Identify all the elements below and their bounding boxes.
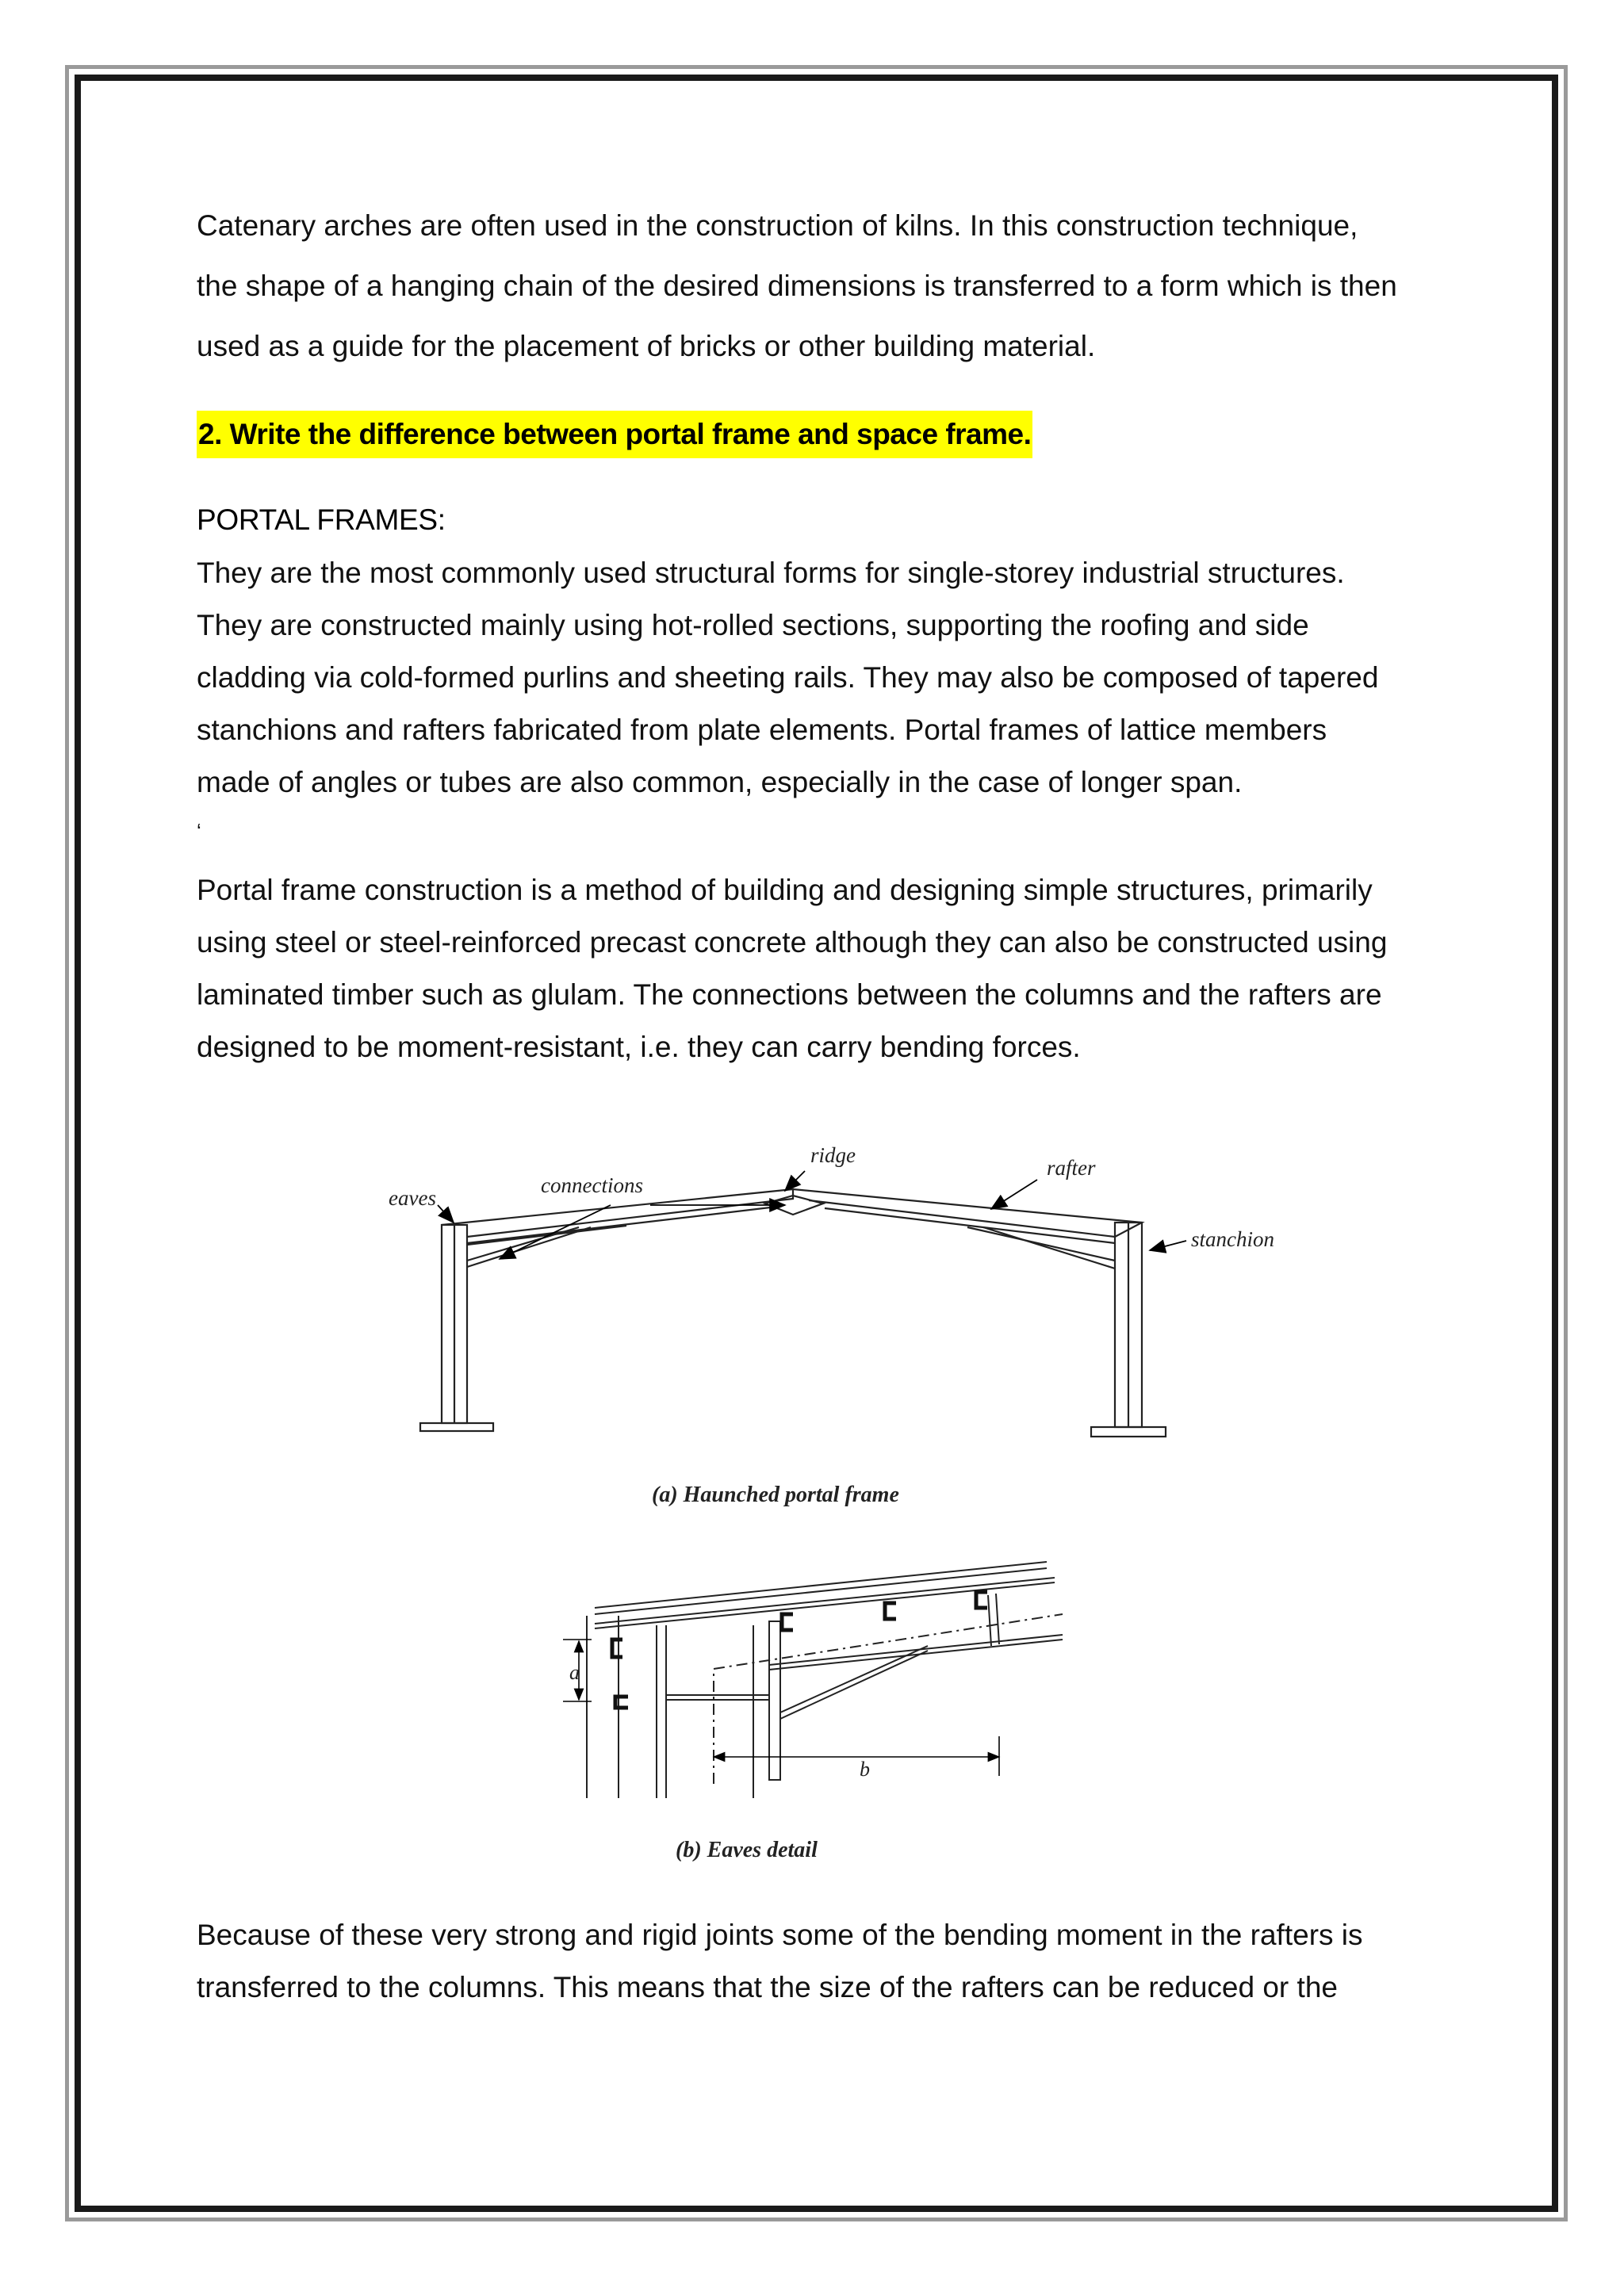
catenary-paragraph [197, 200, 1465, 373]
right-rafter [793, 1189, 1142, 1237]
text-line: the shape of a hanging chain of the desired dimensions is transferred to a form which is then [197, 270, 1397, 302]
purlin-icon [612, 1640, 622, 1657]
question-highlight: 2. Write the difference between portal frame and space frame. [197, 411, 1032, 458]
text-line: Because of these very strong and rigid joints some of the bending moment in the rafters is [197, 1919, 1363, 1951]
text-line: Portal frame construction is a method of building and designing simple structures, primarily [197, 874, 1373, 906]
purlin-icon [885, 1603, 896, 1619]
right-base-plate [1091, 1427, 1166, 1437]
rafter-label: rafter [1047, 1156, 1096, 1180]
end-plate [769, 1621, 780, 1780]
text-line: made of angles or tubes are also common, especially in the case of longer span. [197, 766, 1243, 798]
portal-intro-paragraph [197, 547, 1465, 809]
construction-paragraph [197, 864, 1465, 1073]
figure-a-caption: (a) Haunched portal frame [652, 1483, 899, 1507]
portal-frames-heading: PORTAL FRAMES: [197, 503, 446, 536]
stanchion-label: stanchion [1191, 1227, 1274, 1251]
dimension-b-label: b [860, 1758, 870, 1781]
eaves-label: eaves [389, 1186, 436, 1210]
text-line: using steel or steel-reinforced precast concrete although they can also be constructed using [197, 926, 1388, 959]
text-line: stanchions and rafters fabricated from plate elements. Portal frames of lattice members [197, 714, 1327, 746]
text-line: used as a guide for the placement of bricks or other building material. [197, 330, 1096, 362]
text-line: Catenary arches are often used in the construction of kilns. In this construction technique, [197, 209, 1358, 242]
text-line: designed to be moment-resistant, i.e. they can carry bending forces. [197, 1031, 1081, 1063]
eaves-detail-diagram [555, 1546, 1110, 1816]
purlin-icon [976, 1592, 987, 1608]
figure-b-caption: (b) Eaves detail [676, 1838, 818, 1862]
left-base-plate [420, 1423, 493, 1431]
sheeting-rail-icon [615, 1697, 628, 1708]
joints-paragraph [197, 1909, 1465, 2014]
eaves-detail-figure [555, 1546, 1110, 1816]
text-line: cladding via cold-formed purlins and sheeting rails. They may also be composed of tapered [197, 661, 1379, 694]
text-line: laminated timber such as glulam. The connections between the columns and the rafters are [197, 978, 1382, 1011]
tick-mark: ‘ [197, 819, 201, 843]
purlin-icon [782, 1614, 793, 1630]
text-line: transferred to the columns. This means that the size of the rafters can be reduced or the [197, 1971, 1338, 2003]
connections-label: connections [541, 1173, 643, 1197]
ridge-label: ridge [810, 1143, 856, 1167]
dimension-a-label: a [569, 1661, 580, 1684]
haunched-portal-frame-diagram [365, 1126, 1316, 1459]
text-line: They are the most commonly used structural forms for single-storey industrial structures. [197, 557, 1345, 589]
haunched-portal-frame-figure [365, 1126, 1316, 1459]
text-line: They are constructed mainly using hot-rolled sections, supporting the roofing and side [197, 609, 1309, 641]
